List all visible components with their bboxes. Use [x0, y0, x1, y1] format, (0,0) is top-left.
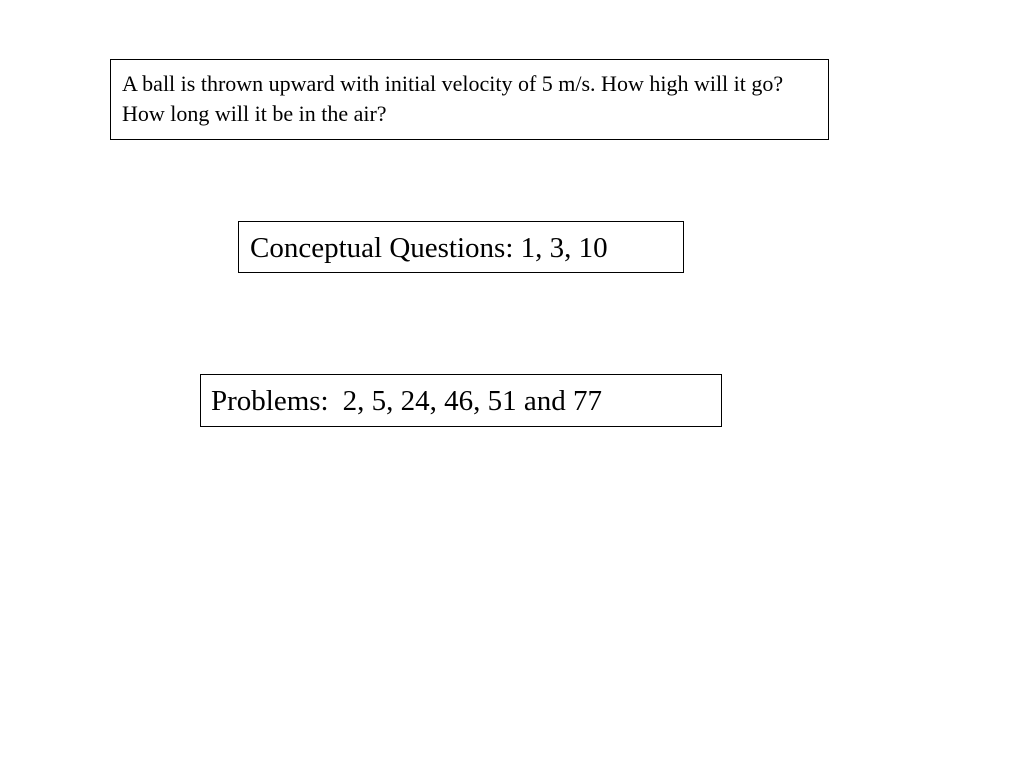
- problems-box: [200, 374, 722, 427]
- problems-label: Problems:: [211, 385, 329, 417]
- question-box: [110, 59, 829, 140]
- question-text: A ball is thrown upward with initial velocity of 5 m/s. How high will it go? How long will it be in the air?: [122, 71, 784, 126]
- conceptual-questions-box: [238, 221, 684, 273]
- conceptual-questions-text: Conceptual Questions: 1, 3, 10: [250, 232, 608, 264]
- problems-list: 2, 5, 24, 46, 51 and 77: [342, 385, 602, 417]
